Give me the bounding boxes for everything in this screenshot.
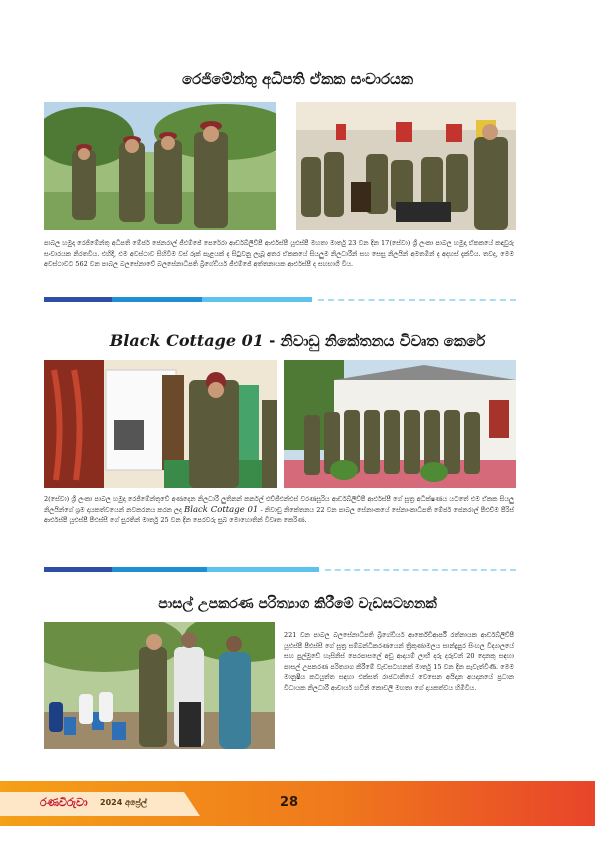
section2-body-part1: 2(සේවා) ශ්‍රී ලංකා පාබල හමුදා රෙජිමේන්තුවේ අණදෙන නිලධාරී ලුතිනන් කර්නල් එච්ජීඑන්එස් වරණසූරිය ආර්ඩබ්ලිව්පී ආර්එස්පී ගේ සූත්‍ර අධීක්ෂණය යටතේ එම ඒකක සියලු නිලයින්ගේ ශ්‍රම දායකත්වයෙන් නවකරනය කරන ලද <box>44 495 514 514</box>
photo-officers-hall <box>296 102 516 230</box>
photo-school-donation <box>44 622 275 749</box>
section2-title <box>0 331 595 350</box>
section2-body-part2: - නිවාඩු නිකේතනය 22 වන පාබල සේනාංකයේ සේනාංකාධිපති මේජර් ජෙනරාල් පීඑච්ම පීරිස් ආර්එස්පී යූඑස්පී පීඑස්සී ගේ සුරතින් මාර්තු 25 වන දින පෙරවරු සුබ මොහොතින් විවෘත කෙරිණ. <box>44 505 514 524</box>
section1-title: රෙජිමේන්තු අධිපති ඒකක සංචාරයක <box>181 70 414 88</box>
photo-officers-outdoor <box>44 102 276 230</box>
photo-cottage-group <box>284 360 516 488</box>
section3-body: 221 වන පාබල බලසේනාධිපති බ්‍රිගේඩියර් ආර්කේඩීආර්පී රත්නායක ආර්ඩබ්ලිව්පී යූඑස්පී පීඑස්සී ගේ සූත්‍ර සම්බන්ධීකරණයෙන් ත්‍රිකුණාමලය සාන්ද්‍රපුර සිංහල විද්‍යාලයේ සහ පුල්මුඩේ හැසිනිස් පෙරපාසලේ අඩු ආදායම් ලාභී දරු දරුවන් 20 දෙනකු සඳහා පාසල් උපකරණ පරිත්‍යාග කිරීමේ වැඩසටහනක් මාර්තු 15 වන දින පැවැත්විණි. මෙම මානුෂීය කටයුත්ත සඳහා එක්සත් රාජධානියේ වෙසෙන අයිදාන අයදානයේ ප්‍රධාන විධායක නිලධාරී ආචාර්ය හවින් කොඩලි මහතා ගේ දායකත්වය හිමිවිය. <box>284 631 514 692</box>
separator-2-mid <box>112 567 207 572</box>
separator-2-dark <box>44 567 112 572</box>
section2-title-english: Black Cottage 01 <box>109 331 264 350</box>
separator-2-light <box>207 567 319 572</box>
section2-body <box>44 494 514 526</box>
magazine-logo: රණවිරුවා <box>40 796 88 809</box>
section2-body-english: Black Cottage 01 <box>184 504 259 515</box>
separator-1-dark <box>44 297 112 302</box>
section1-body: පාබල හමුදා රෙජිමේන්තු අධිපති මේජර් ජෙනරාල් ජීඑම්ජේ පෙරේරා ආර්ඩබ්ලිව්පී ආර්එස්පී යූඑස්පී මහතා මාර්තු 23 වන දින 17(සේවා) ශ්‍රී ලංකා පාබල හමුදා ඒකකයේ කඳවුරු සංචාරයක නිරතවිය. එහිදී, එම අවස්ථාව සිහිවීම වස් රුක් පැළයක් ද සිටුවනු ලැබූ අතර ඒකකයේ සියලුම නිලධාරීන් සහ සෙසු නිලයින් අමතමින් ද අදහස් දැක්වීය. තවද, මෙම අවස්ථාවට 562 වන පාබල බලසේනාවේ බලසේනාධිපති බ්‍රිගේඩියර් ජීඑම්ජේ අත්තනායක ආර්එස්පී ද සහභාගී විය. <box>44 239 514 268</box>
photo-cottage-opening <box>44 360 277 488</box>
issue-date: 2024 අප්‍රේල් <box>100 798 147 807</box>
section2-title-sinhala: - නිවාඩු නිකේතනය විවෘත කෙරේ <box>263 332 486 350</box>
separator-1-dash <box>318 299 516 301</box>
page-number: 28 <box>280 795 299 810</box>
separator-2-dash <box>325 569 516 571</box>
section3-title: පාසල් උපකරණ පරිත්‍යාග කිරීමේ වැඩසටහනක් <box>158 596 437 612</box>
separator-1-light <box>202 297 312 302</box>
separator-1-mid <box>112 297 202 302</box>
